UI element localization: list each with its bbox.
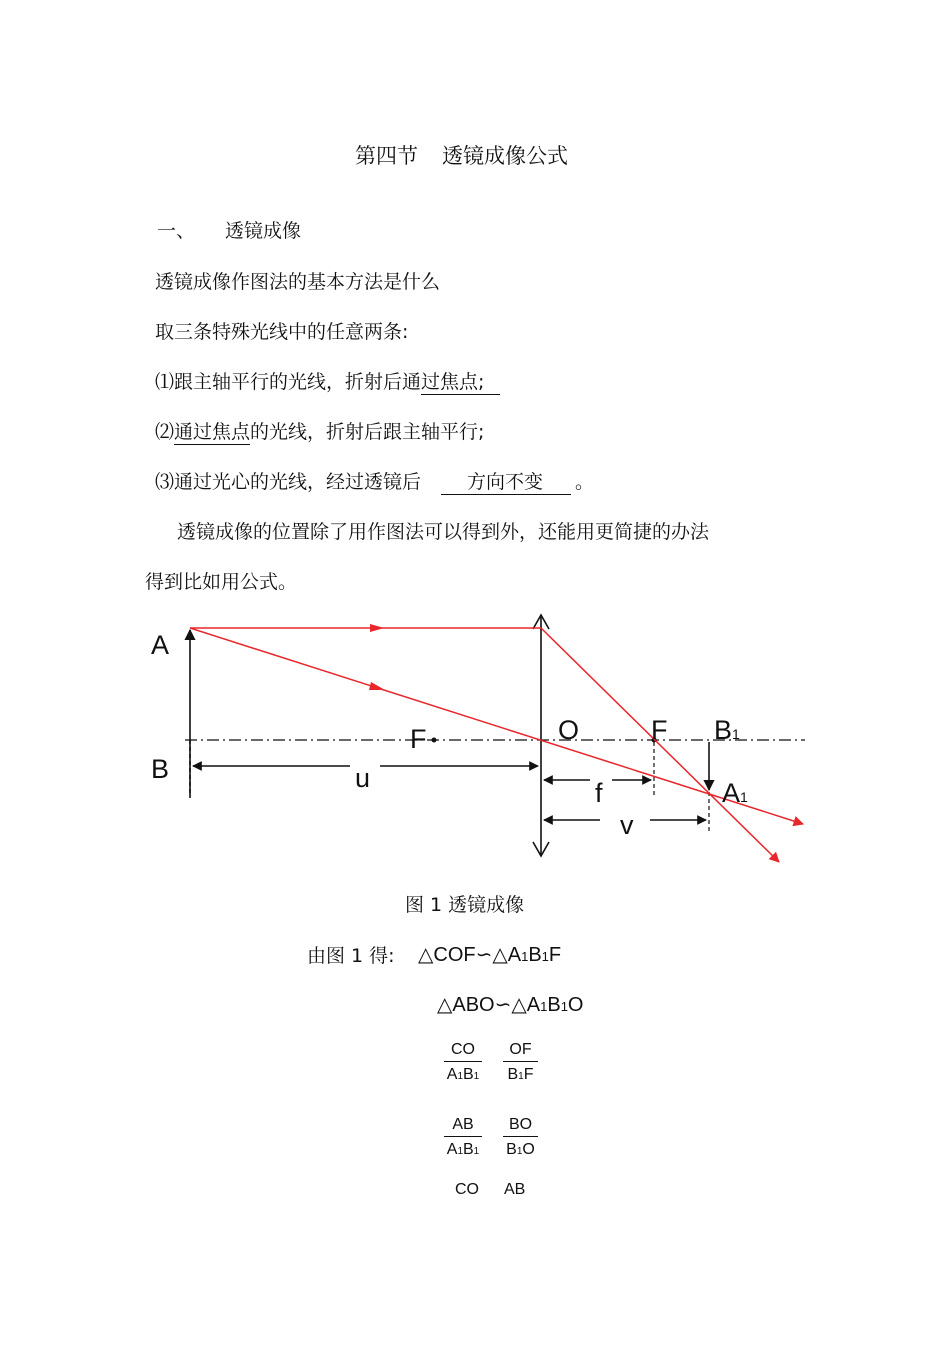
fraction-1-numerator: CO <box>444 1041 482 1062</box>
fraction-2-denominator <box>503 1062 538 1084</box>
paragraph-line-1: 透镜成像的位置除了用作图法可以得到外，还能用更简捷的办法 <box>177 521 710 543</box>
fraction-4-numerator: BO <box>503 1116 538 1137</box>
section-title: 透镜成像 <box>225 220 302 242</box>
label-f-right: F <box>651 715 668 745</box>
label-a: A <box>151 630 170 660</box>
bottom-term-right: AB <box>504 1181 526 1198</box>
label-b1 <box>714 715 740 746</box>
similar2-sub2: 1 <box>560 999 568 1014</box>
similar2-mid: B <box>547 994 561 1016</box>
question-text: 透镜成像作图法的基本方法是什么 <box>155 271 441 293</box>
f4-den-s: 1 <box>516 1146 523 1157</box>
ray-parallel-arrowhead <box>370 624 384 632</box>
similar1-sub1: 1 <box>521 949 529 964</box>
f1-den-s1: 1 <box>457 1071 463 1082</box>
bottom-term-left: CO <box>455 1181 479 1198</box>
label-f-left: F <box>410 724 427 754</box>
label-f: f <box>595 778 603 808</box>
fraction-3-numerator: AB <box>444 1116 482 1137</box>
intro-text: 取三条特殊光线中的任意两条: <box>155 321 409 343</box>
rule-1-prefix: ⑴跟主轴平行的光线，折射后通 <box>155 371 422 393</box>
fraction-1-denominator <box>444 1062 482 1084</box>
label-v: v <box>620 810 634 840</box>
rule-3-blank-text: 方向不变 <box>467 471 544 493</box>
derivation-prefix: 由图 1 得: <box>307 945 395 967</box>
section-number: 一、 <box>157 220 196 242</box>
f3-den-a: A <box>446 1141 458 1158</box>
rule-3-suffix: 。 <box>575 471 595 493</box>
fraction-2-numerator: OF <box>503 1041 538 1062</box>
rule-2-suffix: 的光线，折射后跟主轴平行; <box>250 421 485 443</box>
label-b1-text: B <box>714 715 733 745</box>
similar2-left: △ABO∽△A <box>437 994 541 1016</box>
f4-den-a: B <box>506 1141 517 1158</box>
fraction-1 <box>444 1041 482 1084</box>
fraction-4 <box>503 1116 538 1159</box>
similar-triangles-2 <box>437 992 583 1017</box>
similar1-mid: B <box>528 944 542 966</box>
fraction-3-denominator <box>444 1137 482 1159</box>
ray-center-arrowhead <box>369 682 385 690</box>
f2-den-s: 1 <box>518 1071 524 1082</box>
f3-den-b: B <box>463 1141 474 1158</box>
label-a1 <box>722 778 748 809</box>
similar2-right: O <box>567 994 584 1016</box>
f2-den-a: B <box>507 1066 519 1083</box>
rule-3-prefix: ⑶通过光心的光线，经过透镜后 <box>155 471 422 493</box>
f4-den-b: O <box>522 1141 535 1158</box>
title-main: 透镜成像公式 <box>442 144 568 168</box>
ray-through-center <box>190 628 803 824</box>
similar1-left: △COF∽△A <box>418 944 522 966</box>
label-a1-text: A <box>722 778 741 808</box>
label-o: O <box>558 715 580 745</box>
fraction-2 <box>503 1041 538 1084</box>
similar1-sub2: 1 <box>541 949 549 964</box>
f2-den-b: F <box>523 1066 534 1083</box>
label-b1-sub: 1 <box>732 726 740 742</box>
similar-triangles-1 <box>418 942 561 967</box>
fraction-4-denominator <box>503 1137 538 1159</box>
f3-den-s1: 1 <box>457 1146 463 1157</box>
focal-point-left <box>432 738 437 743</box>
similar2-sub1: 1 <box>540 999 548 1014</box>
paragraph-line-2: 得到比如用公式。 <box>145 571 298 593</box>
rule-2-blank: 通过焦点 <box>174 421 251 443</box>
figure-caption: 图 1 透镜成像 <box>405 894 525 916</box>
title-chapter: 第四节 <box>355 144 418 168</box>
label-b: B <box>151 754 170 784</box>
similar1-right: F <box>548 944 562 966</box>
label-u: u <box>355 763 371 793</box>
f1-den-s2: 1 <box>473 1071 480 1082</box>
fraction-3 <box>444 1116 482 1159</box>
f3-den-s2: 1 <box>473 1146 480 1157</box>
f1-den-a: A <box>446 1066 458 1083</box>
f1-den-b: B <box>463 1066 474 1083</box>
rule-1-blank: 过焦点; <box>421 371 500 395</box>
rule-2-prefix: ⑵ <box>155 421 175 443</box>
label-a1-sub: 1 <box>740 789 748 805</box>
